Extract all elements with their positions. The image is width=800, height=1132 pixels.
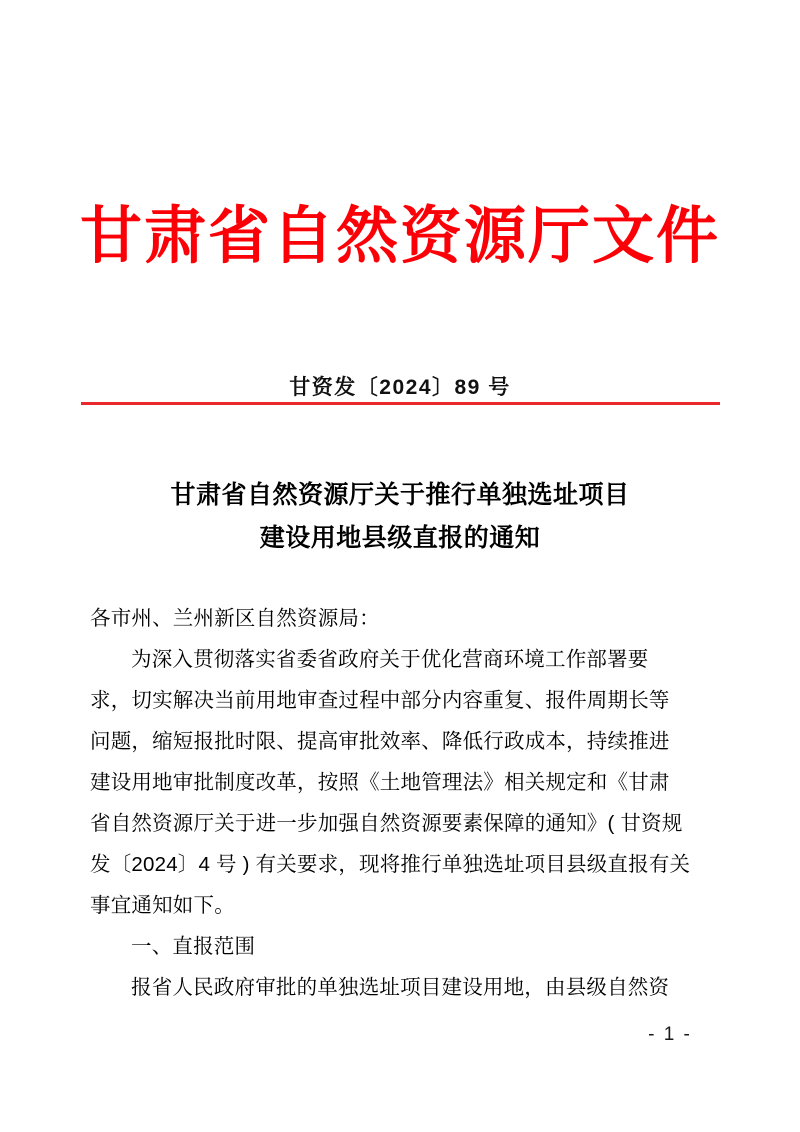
page-footer — [0, 1024, 800, 1046]
body-paragraph-line: 事宜通知如下。 — [90, 894, 235, 917]
body-paragraph-line: 问题，缩短报批时限、提高审批效率、降低行政成本，持续推进 — [90, 730, 670, 753]
body-paragraph-line: 发〔2024〕4 号 ) 有关要求，现将推行单独选址项目县级直报有关 — [90, 853, 691, 876]
section-1-body-line: 报省人民政府审批的单独选址项目建设用地，由县级自然资 — [131, 976, 670, 999]
document-heading-line-2: 建设用地县级直报的通知 — [259, 524, 541, 552]
document-heading-line-1: 甘肃省自然资源厅关于推行单独选址项目 — [170, 481, 630, 509]
body-paragraph-line: 省自然资源厅关于进一步加强自然资源要素保障的通知》( 甘资规 — [90, 812, 683, 835]
body-paragraph-line: 为深入贯彻落实省委省政府关于优化营商环境工作部署要 — [131, 648, 649, 671]
document-heading — [110, 474, 690, 560]
red-divider-rule — [81, 402, 720, 405]
page-number: - 1 - — [648, 1024, 692, 1045]
document-body — [90, 598, 720, 1008]
masthead — [0, 200, 800, 273]
document-number: 甘资发〔2024〕89 号 — [289, 376, 511, 399]
body-paragraph-line: 求，切实解决当前用地审查过程中部分内容重复、报件周期长等 — [90, 689, 670, 712]
section-heading-1: 一、直报范围 — [131, 935, 256, 958]
body-paragraph-line: 建设用地审批制度改革，按照《土地管理法》相关规定和《甘肃 — [90, 771, 670, 794]
recipient-line: 各市州、兰州新区自然资源局： — [90, 607, 380, 630]
masthead-title: 甘肃省自然资源厅文件 — [79, 202, 720, 271]
